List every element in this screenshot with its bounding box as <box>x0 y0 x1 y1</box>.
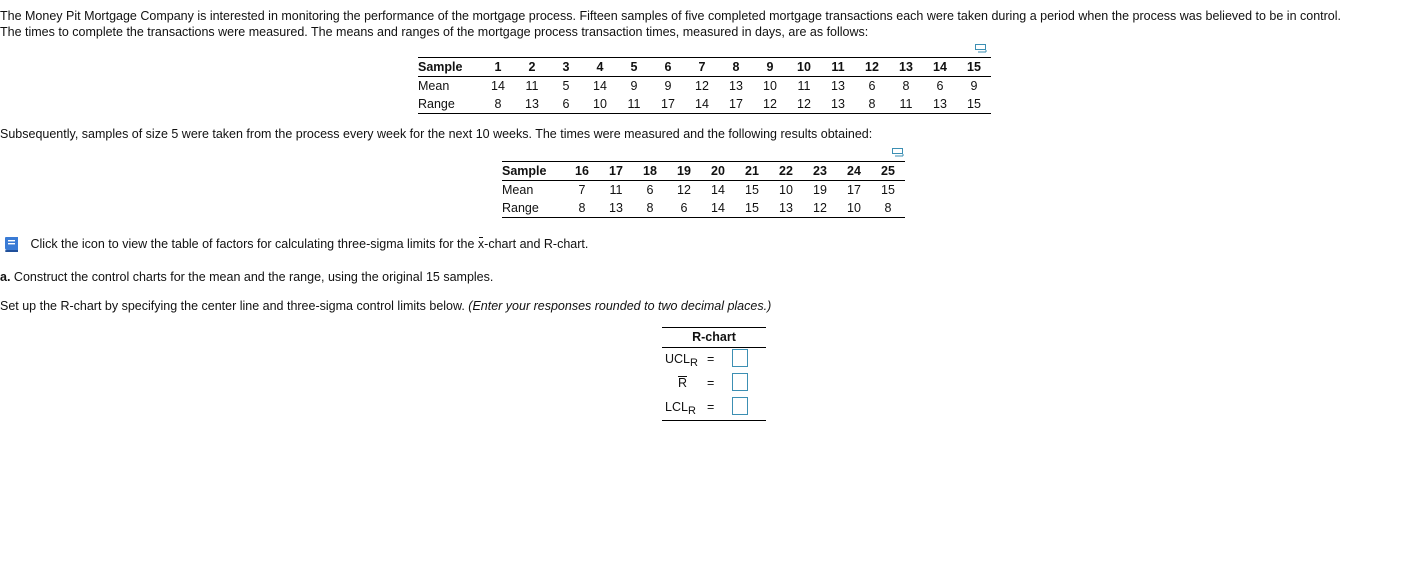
sample-number: 18 <box>633 162 667 181</box>
range-value: 13 <box>599 199 633 218</box>
sample-number: 10 <box>787 58 821 77</box>
mean-value: 9 <box>630 79 638 93</box>
table-row-mean <box>418 77 991 96</box>
sample-number: 1 <box>481 58 515 77</box>
range-value: 11 <box>617 95 651 114</box>
range-value: 10 <box>837 199 871 218</box>
mean-value: 19 <box>813 183 827 197</box>
mean-value: 14 <box>593 79 607 93</box>
equals-sign: = <box>707 376 715 390</box>
range-value: 13 <box>769 199 803 218</box>
range-value: 13 <box>923 95 957 114</box>
center-line-row <box>662 372 766 396</box>
lcl-subscript: R <box>687 405 696 417</box>
sample-header: Sample <box>418 58 481 77</box>
sample-number: 25 <box>871 162 905 181</box>
range-value: 12 <box>787 95 821 114</box>
ucl-row <box>662 348 766 372</box>
sample-number: 21 <box>735 162 769 181</box>
range-value: 8 <box>633 199 667 218</box>
sample-number: 2 <box>515 58 549 77</box>
range-value: 13 <box>821 95 855 114</box>
range-label: Range <box>418 95 481 114</box>
mean-value: 7 <box>578 183 586 197</box>
mean-value: 13 <box>831 79 845 93</box>
range-value: 10 <box>583 95 617 114</box>
sample-number: 22 <box>769 162 803 181</box>
range-value: 12 <box>803 199 837 218</box>
sample-number: 24 <box>837 162 871 181</box>
range-value: 8 <box>871 199 905 218</box>
mean-value: 6 <box>936 79 944 93</box>
weekly-samples-table <box>502 161 905 218</box>
intro-line-1: The Money Pit Mortgage Company is interested in monitoring the performance of the mortgage process. Fifteen samples of five completed mortgage transactions each were taken during a period when the process was believed to be in control. <box>0 9 1341 23</box>
sample-number: 4 <box>583 58 617 77</box>
problem-intro <box>0 8 1410 40</box>
sample-number: 6 <box>651 58 685 77</box>
mean-value: 10 <box>779 183 793 197</box>
range-value: 8 <box>565 199 599 218</box>
range-value: 13 <box>515 95 549 114</box>
book-icon[interactable] <box>3 235 21 253</box>
sample-number: 7 <box>685 58 719 77</box>
r-chart-table <box>662 327 766 421</box>
sample-number: 8 <box>719 58 753 77</box>
copy-data-icon[interactable] <box>892 148 904 157</box>
range-value: 8 <box>855 95 889 114</box>
mean-value: 12 <box>695 79 709 93</box>
lcl-label <box>665 400 696 417</box>
mean-value: 9 <box>970 79 978 93</box>
ucl-main: UCL <box>665 352 691 366</box>
sample-number: 16 <box>565 162 599 181</box>
sample-number: 11 <box>821 58 855 77</box>
range-value: 6 <box>667 199 701 218</box>
copy-data-icon[interactable] <box>975 44 987 53</box>
sample-number: 14 <box>923 58 957 77</box>
sample-number: 5 <box>617 58 651 77</box>
mean-value: 6 <box>868 79 876 93</box>
mean-value: 6 <box>646 183 654 197</box>
part-a-description: Construct the control charts for the mean and the range, using the original 15 samples. <box>10 270 494 284</box>
sample-number: 19 <box>667 162 701 181</box>
sample-number: 13 <box>889 58 923 77</box>
factors-resource-row <box>3 235 588 253</box>
sample-number: 12 <box>855 58 889 77</box>
subsequent-samples-text: Subsequently, samples of size 5 were taken from the process every week for the next 10 weeks. The times were measured and the following results obtained: <box>0 127 873 141</box>
resource-text-before: Click the icon to view the table of factors for calculating three-sigma limits for the <box>30 237 478 251</box>
part-a-label: a. <box>0 270 11 284</box>
mean-value: 10 <box>763 79 777 93</box>
mean-value: 15 <box>745 183 759 197</box>
mean-value: 11 <box>609 183 623 197</box>
table-row-mean <box>502 181 905 200</box>
equals-sign: = <box>707 400 715 414</box>
table-header-row <box>502 162 905 181</box>
mean-value: 5 <box>562 79 570 93</box>
range-value: 17 <box>651 95 685 114</box>
range-value: 15 <box>735 199 769 218</box>
range-value: 6 <box>549 95 583 114</box>
resource-text-after: -chart and R-chart. <box>484 237 589 251</box>
sample-number: 17 <box>599 162 633 181</box>
factors-resource-text <box>30 237 588 251</box>
instructions-hint: (Enter your responses rounded to two decimal places.) <box>468 299 772 313</box>
mean-value: 11 <box>525 79 539 93</box>
instructions-text <box>0 299 771 313</box>
range-value: 14 <box>685 95 719 114</box>
mean-value: 15 <box>881 183 895 197</box>
table-row-range <box>502 199 905 218</box>
mean-value: 8 <box>902 79 910 93</box>
range-value: 12 <box>753 95 787 114</box>
sample-number: 20 <box>701 162 735 181</box>
mean-value: 12 <box>677 183 691 197</box>
part-a-text <box>0 270 493 284</box>
mean-value: 13 <box>729 79 743 93</box>
instructions-main: Set up the R-chart by specifying the center line and three-sigma control limits below. <box>0 299 469 313</box>
intro-line-2: The times to complete the transactions were measured. The means and ranges of the mortgage process transaction times, measured in days, are as follows: <box>0 25 869 39</box>
original-samples-table <box>418 57 991 114</box>
equals-sign: = <box>707 352 715 366</box>
ucl-label <box>665 352 698 369</box>
table-row-range <box>418 95 991 114</box>
mean-value: 9 <box>664 79 672 93</box>
sample-header: Sample <box>502 162 565 181</box>
ucl-input[interactable] <box>732 349 748 367</box>
lcl-main: LCL <box>665 400 688 414</box>
range-value: 15 <box>957 95 991 114</box>
r-chart-title: R-chart <box>662 328 766 348</box>
sample-number: 23 <box>803 162 837 181</box>
sample-number: 3 <box>549 58 583 77</box>
lcl-row <box>662 396 766 420</box>
table-header-row <box>418 58 991 77</box>
x-bar-symbol: x <box>477 237 485 251</box>
mean-label: Mean <box>502 183 534 197</box>
sample-number: 15 <box>957 58 991 77</box>
r-bar-label: R <box>678 376 688 390</box>
sample-number: 9 <box>753 58 787 77</box>
range-value: 8 <box>481 95 515 114</box>
range-value: 14 <box>701 199 735 218</box>
mean-value: 11 <box>797 79 811 93</box>
ucl-subscript: R <box>690 357 698 369</box>
range-label: Range <box>502 199 565 218</box>
mean-value: 14 <box>491 79 505 93</box>
mean-value: 14 <box>711 183 725 197</box>
lcl-input[interactable] <box>732 397 748 415</box>
range-value: 17 <box>719 95 753 114</box>
mean-label: Mean <box>418 79 450 93</box>
range-value: 11 <box>889 95 923 114</box>
mean-value: 17 <box>847 183 861 197</box>
r-bar-input[interactable] <box>732 373 748 391</box>
